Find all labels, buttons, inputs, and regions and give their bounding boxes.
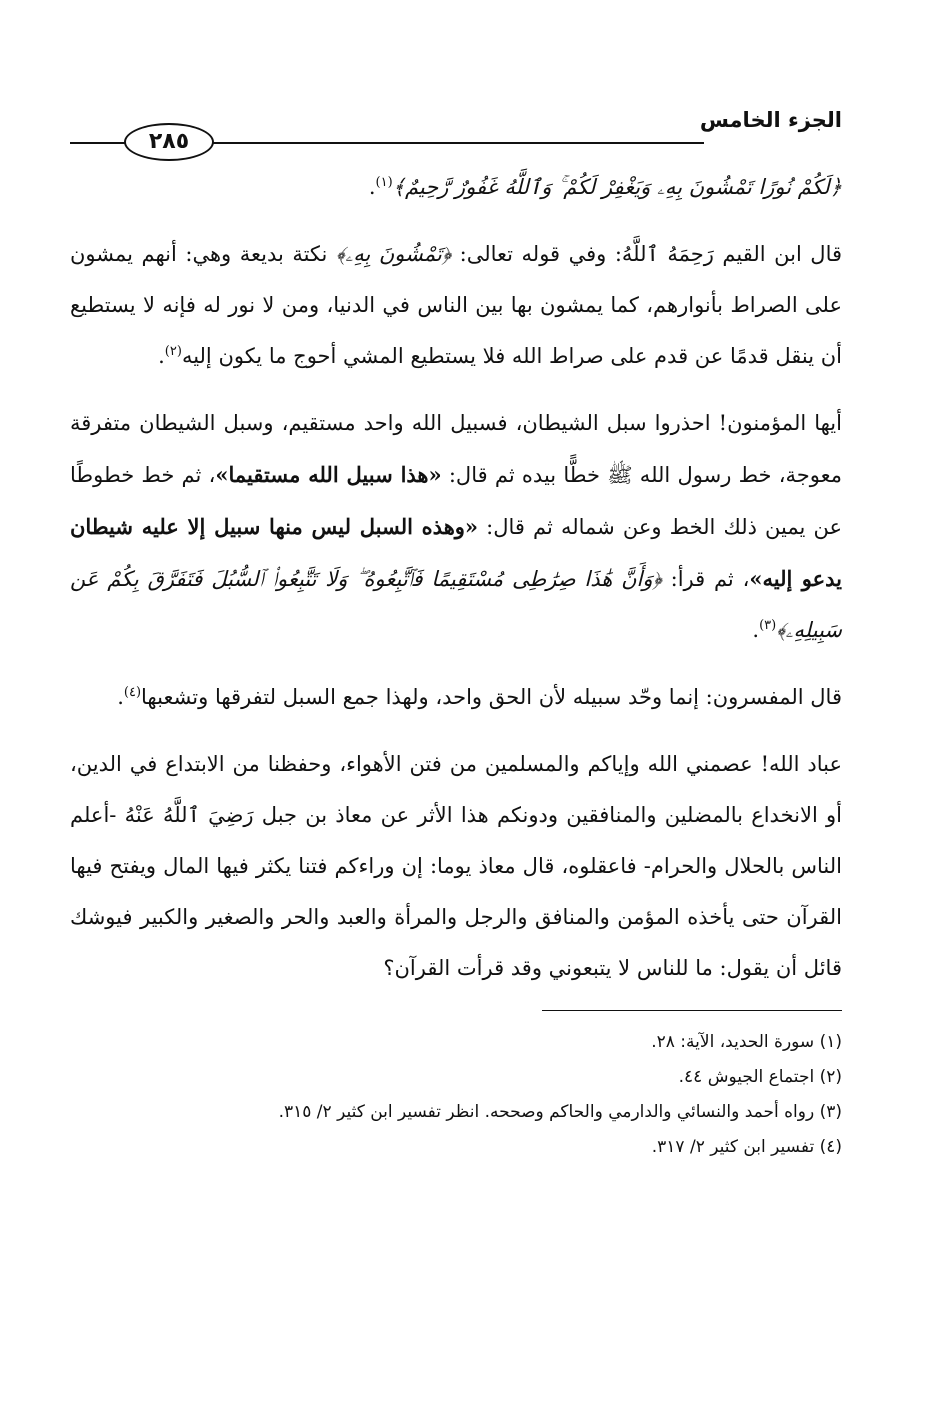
quran-verse: ﴿لَكُمْ نُورًا تَمْشُونَ بِهِۦ وَيَغْفِرْ لَكُمْ ۚ وَٱللَّهُ غَفُورٌ رَّحِيمٌ﴾ bbox=[392, 175, 842, 199]
paragraph-2 bbox=[70, 229, 842, 382]
footnotes bbox=[70, 1025, 842, 1165]
hadith-quote: «وهذه السبل ليس منها سبيل إلا عليه شيطان يدعو إليه» bbox=[70, 514, 842, 591]
footnote-ref: (٣) bbox=[759, 618, 777, 633]
chapter-title: الجزء الخامس bbox=[699, 108, 842, 132]
paragraph-text: ، ثم قرأ: bbox=[661, 567, 750, 591]
sentence-end: . bbox=[117, 685, 124, 709]
sentence-end: . bbox=[368, 175, 376, 199]
hadith-quote: «هذا سبيل الله مستقيما» bbox=[215, 462, 442, 487]
footnote-2: (٢) اجتماع الجيوش ٤٤. bbox=[678, 1067, 842, 1087]
sentence-end: . bbox=[752, 618, 760, 642]
page-header bbox=[70, 100, 842, 162]
paragraph-text: نكتة بديعة وهي: أنهم يمشون على الصراط بأنوارهم، كما يمشون بها بين الناس في الدنيا، ومن لا نور له فإنه لا يستطيع أن ينقل قدمًا عن قدم على صراط الله فلا يستطيع المشي أحوج ما يكون إليه bbox=[70, 242, 842, 368]
paragraph-text: قال المفسرون: إنما وحّد سبيله لأن الحق واحد، ولهذا جمع السبل لتفرقها وتشعبها bbox=[141, 685, 842, 709]
quran-verse: ﴿وَأَنَّ هَٰذَا صِرَٰطِى مُسْتَقِيمًا فَٱتَّبِعُوهُ ۖ وَلَا تَتَّبِعُوا۟ ٱلسُّبُلَ فَتَفَرَّقَ بِكُمْ عَن سَبِيلِهِۦ﴾ bbox=[70, 567, 842, 642]
page-number: ٢٨٥ bbox=[124, 123, 214, 161]
main-text bbox=[70, 162, 842, 994]
paragraph-text: ، ثم خط خطوطًا عن يمين ذلك الخط وعن شماله ثم قال: bbox=[70, 463, 843, 539]
book-page bbox=[70, 100, 842, 1165]
paragraph-1 bbox=[70, 162, 842, 213]
paragraph-4 bbox=[70, 672, 842, 723]
paragraph-text: قال ابن القيم رَحِمَهُ ٱللَّهُ: وفي قوله تعالى: bbox=[451, 242, 843, 266]
footnote-ref: (٢) bbox=[164, 344, 182, 359]
quran-verse: ﴿تَمْشُونَ بِهِۦ﴾ bbox=[335, 242, 452, 266]
paragraph-5 bbox=[70, 739, 842, 994]
footnote-ref: (٤) bbox=[123, 685, 142, 700]
footnote-1: (١) سورة الحديد، الآية: ٢٨. bbox=[651, 1032, 842, 1052]
sentence-end: . bbox=[158, 344, 165, 368]
footnote-ref: (١) bbox=[375, 175, 393, 190]
footnote-4: (٤) تفسير ابن كثير ٢/ ٣١٧. bbox=[651, 1137, 842, 1157]
footnote-rule bbox=[542, 1010, 842, 1011]
paragraph-3 bbox=[70, 398, 842, 656]
paragraph-text: عباد الله! عصمني الله وإياكم والمسلمين من فتن الأهواء، وحفظنا من الابتداع في الدين، أو الانخداع بالمضلين والمنافقين ودونكم هذا الأثر عن معاذ بن جبل رَضِيَ ٱللَّهُ عَنْهُ -أعلم الناس بالحلال والحرام- فاعقلوه، قال معاذ يوما: إن وراءكم فتنا يكثر فيها المال ويفتح فيها القرآن حتى يأخذه المؤمن والمنافق والرجل والمرأة والعبد والحر والصغير والكبير فيوشك قائل أن يقول: ما للناس لا يتبعوني وقد قرأت القرآن؟ bbox=[70, 752, 842, 980]
footnote-3: (٣) رواه أحمد والنسائي والدارمي والحاكم وصححه. انظر تفسير ابن كثير ٢/ ٣١٥. bbox=[278, 1102, 842, 1122]
paragraph-text: أيها المؤمنون! احذروا سبل الشيطان، فسبيل الله واحد مستقيم، وسبل الشيطان متفرقة معوجة، خط رسول الله ﷺ خطًّا بيده ثم قال: bbox=[70, 411, 842, 487]
